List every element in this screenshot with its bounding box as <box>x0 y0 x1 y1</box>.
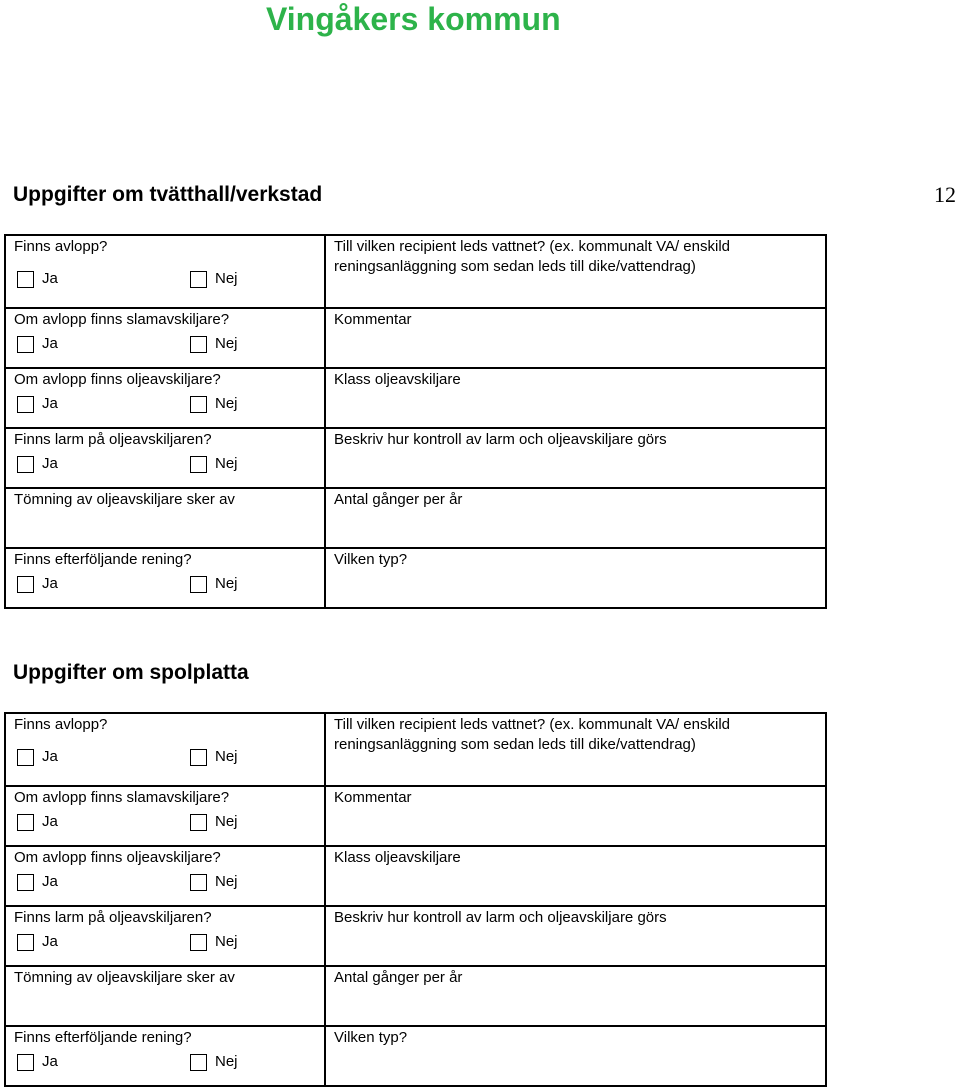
cell-klass-oljeavskiljare[interactable] <box>325 368 826 428</box>
option-label-nej: Nej <box>215 335 238 352</box>
field-label-recipient-line1: Till vilken recipient leds vattnet? (ex. kommunalt VA/ enskild <box>334 716 730 733</box>
option-label-ja: Ja <box>42 395 58 412</box>
form-table-tvatthall <box>4 234 827 609</box>
cell-beskriv-kontroll[interactable] <box>325 428 826 488</box>
checkbox-nej[interactable] <box>190 934 207 951</box>
checkbox-nej[interactable] <box>190 336 207 353</box>
field-label-antal: Antal gånger per år <box>334 491 463 508</box>
field-label-kommentar: Kommentar <box>334 311 412 328</box>
question-label: Om avlopp finns oljeavskiljare? <box>14 849 221 866</box>
cell-larm <box>5 428 325 488</box>
checkbox-nej[interactable] <box>190 749 207 766</box>
option-label-ja: Ja <box>42 455 58 472</box>
option-label-nej: Nej <box>215 575 238 592</box>
cell-finns-avlopp <box>5 713 325 786</box>
question-label: Om avlopp finns slamavskiljare? <box>14 311 230 328</box>
checkbox-nej[interactable] <box>190 456 207 473</box>
section-title-spolplatta: Uppgifter om spolplatta <box>13 661 249 684</box>
checkbox-nej[interactable] <box>190 396 207 413</box>
question-label: Finns efterföljande rening? <box>14 551 192 568</box>
option-label-ja: Ja <box>42 873 58 890</box>
cell-tomning[interactable] <box>5 966 325 1026</box>
field-label-recipient-line1: Till vilken recipient leds vattnet? (ex. kommunalt VA/ enskild <box>334 238 730 255</box>
option-label-nej: Nej <box>215 1053 238 1070</box>
question-label: Finns avlopp? <box>14 716 108 733</box>
section-title-tvatthall: Uppgifter om tvätthall/verkstad <box>13 183 323 206</box>
checkbox-ja[interactable] <box>17 456 34 473</box>
checkbox-ja[interactable] <box>17 576 34 593</box>
checkbox-ja[interactable] <box>17 271 34 288</box>
checkbox-ja[interactable] <box>17 336 34 353</box>
cell-beskriv-kontroll[interactable] <box>325 906 826 966</box>
field-label-recipient-line2: reningsanläggning som sedan leds till dike/vattendrag) <box>334 736 696 753</box>
option-label-nej: Nej <box>215 748 238 765</box>
cell-antal-ganger[interactable] <box>325 488 826 548</box>
cell-kommentar[interactable] <box>325 786 826 846</box>
cell-efterfoljande-rening <box>5 1026 325 1086</box>
field-label-beskriv: Beskriv hur kontroll av larm och oljeavskiljare görs <box>334 431 667 448</box>
cell-tomning[interactable] <box>5 488 325 548</box>
page-number: 12 <box>934 182 956 207</box>
field-label-recipient-line2: reningsanläggning som sedan leds till dike/vattendrag) <box>334 258 696 275</box>
question-label: Tömning av oljeavskiljare sker av <box>14 491 235 508</box>
option-label-ja: Ja <box>42 575 58 592</box>
cell-klass-oljeavskiljare[interactable] <box>325 846 826 906</box>
checkbox-ja[interactable] <box>17 749 34 766</box>
checkbox-ja[interactable] <box>17 814 34 831</box>
option-label-ja: Ja <box>42 270 58 287</box>
option-label-nej: Nej <box>215 270 238 287</box>
field-label-kommentar: Kommentar <box>334 789 412 806</box>
checkbox-nej[interactable] <box>190 814 207 831</box>
option-label-ja: Ja <box>42 748 58 765</box>
cell-antal-ganger[interactable] <box>325 966 826 1026</box>
field-label-beskriv: Beskriv hur kontroll av larm och oljeavskiljare görs <box>334 909 667 926</box>
option-label-ja: Ja <box>42 813 58 830</box>
field-label-antal: Antal gånger per år <box>334 969 463 986</box>
field-label-vilken-typ: Vilken typ? <box>334 1029 408 1046</box>
option-label-ja: Ja <box>42 335 58 352</box>
cell-efterfoljande-rening <box>5 548 325 608</box>
checkbox-ja[interactable] <box>17 1054 34 1071</box>
cell-recipient[interactable] <box>325 713 826 786</box>
option-label-nej: Nej <box>215 395 238 412</box>
checkbox-nej[interactable] <box>190 874 207 891</box>
cell-oljeavskiljare <box>5 368 325 428</box>
question-label: Finns larm på oljeavskiljaren? <box>14 909 212 926</box>
question-label: Finns efterföljande rening? <box>14 1029 192 1046</box>
question-label: Om avlopp finns slamavskiljare? <box>14 789 230 806</box>
question-label: Finns avlopp? <box>14 238 108 255</box>
checkbox-nej[interactable] <box>190 576 207 593</box>
option-label-ja: Ja <box>42 933 58 950</box>
municipality-logo: Vingåkers kommun <box>266 1 561 37</box>
cell-kommentar[interactable] <box>325 308 826 368</box>
checkbox-ja[interactable] <box>17 934 34 951</box>
question-label: Tömning av oljeavskiljare sker av <box>14 969 235 986</box>
checkbox-nej[interactable] <box>190 1054 207 1071</box>
option-label-nej: Nej <box>215 455 238 472</box>
option-label-nej: Nej <box>215 933 238 950</box>
form-table-spolplatta <box>4 712 827 1087</box>
cell-oljeavskiljare <box>5 846 325 906</box>
option-label-ja: Ja <box>42 1053 58 1070</box>
question-label: Om avlopp finns oljeavskiljare? <box>14 371 221 388</box>
option-label-nej: Nej <box>215 813 238 830</box>
checkbox-ja[interactable] <box>17 874 34 891</box>
cell-larm <box>5 906 325 966</box>
cell-slamavskiljare <box>5 308 325 368</box>
option-label-nej: Nej <box>215 873 238 890</box>
checkbox-ja[interactable] <box>17 396 34 413</box>
cell-finns-avlopp <box>5 235 325 308</box>
checkbox-nej[interactable] <box>190 271 207 288</box>
field-label-klass: Klass oljeavskiljare <box>334 371 461 388</box>
cell-vilken-typ[interactable] <box>325 548 826 608</box>
question-label: Finns larm på oljeavskiljaren? <box>14 431 212 448</box>
cell-slamavskiljare <box>5 786 325 846</box>
cell-vilken-typ[interactable] <box>325 1026 826 1086</box>
field-label-vilken-typ: Vilken typ? <box>334 551 408 568</box>
field-label-klass: Klass oljeavskiljare <box>334 849 461 866</box>
cell-recipient[interactable] <box>325 235 826 308</box>
